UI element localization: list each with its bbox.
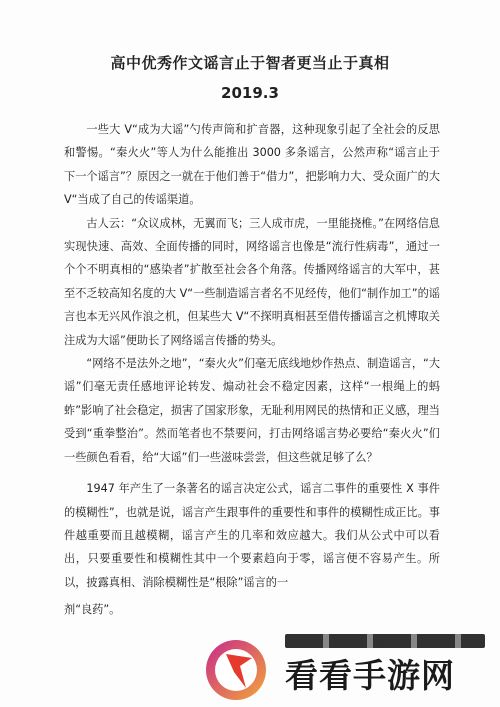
paragraph-2: 古人云：“众议成林，无翼而飞；三人成市虎，一里能挠椎。”在网络信息实现快速、高效、全面传播的同时，网络谣言也像是“流行性病毒”，通过一个个不明真相的“感染者”扩散至社会各个角落。传播网络谣言的大军中，甚至不乏较高知名度的大 V“一些制造谣言者名不见经传，他们“制作加工”的谣言也本无兴风作浪之机，但某些大 V“不探明真相甚至借传播谣言之机博取关注成为大谣”便助长了网络谣言传播的势头。 <box>64 216 440 347</box>
paragraph-4: 1947 年产生了一条著名的谣言决定公式，谣言二事件的重要性 X 事件的模糊性”，也就是说，谣言产生跟事件的重要性和事件的模糊性成正比。事件越重要而且越模糊，谣言产生的几率和效应越大。我们从公式中可以看出，只要重要性和模糊性其中一个要素趋向于零，谣言便不容易产生。所以，披露真相、消除模糊性是“根除”谣言的一 <box>64 482 440 589</box>
watermark <box>190 620 500 707</box>
watermark-redaction-bar <box>285 634 485 648</box>
document-body <box>64 118 440 622</box>
document-date: 2019.3 <box>221 84 279 102</box>
document-title: 高中优秀作文谣言止于智者更当止于真相 <box>110 54 390 72</box>
watermark-logo-icon <box>200 632 272 704</box>
paragraph-1: 一些大 V“成为大谣”勺传声筒和扩音器，这种现象引起了全社会的反思和警惕。“秦火火”等人为什么能推出 3000 多条谣言，公然声称“谣言止于下一个谣言”？原因之一就在于他们善于“借力”，把影响力大、受众面广的大 V“当成了自己的传谣渠道。 <box>64 123 440 207</box>
watermark-text: 看看手游网 <box>285 656 455 695</box>
paragraph-5: 剂“良药”。 <box>64 603 121 617</box>
paragraph-3: “网络不是法外之地”，“秦火火”们毫无底线地炒作热点、制造谣言，“大谣”们毫无责任感地评论转发、煽动社会不稳定因素，这样“一根绳上的蚂蚱”影响了社会稳定，损害了国家形象，无耻利用网民的热情和正义感，理当受到“重拳整治”。然而笔者也不禁要问，打击网络谣言势必要给“秦火火”们一些颜色看看，给“大谣”们一些滋味尝尝，但这些就足够了么？ <box>64 357 440 464</box>
